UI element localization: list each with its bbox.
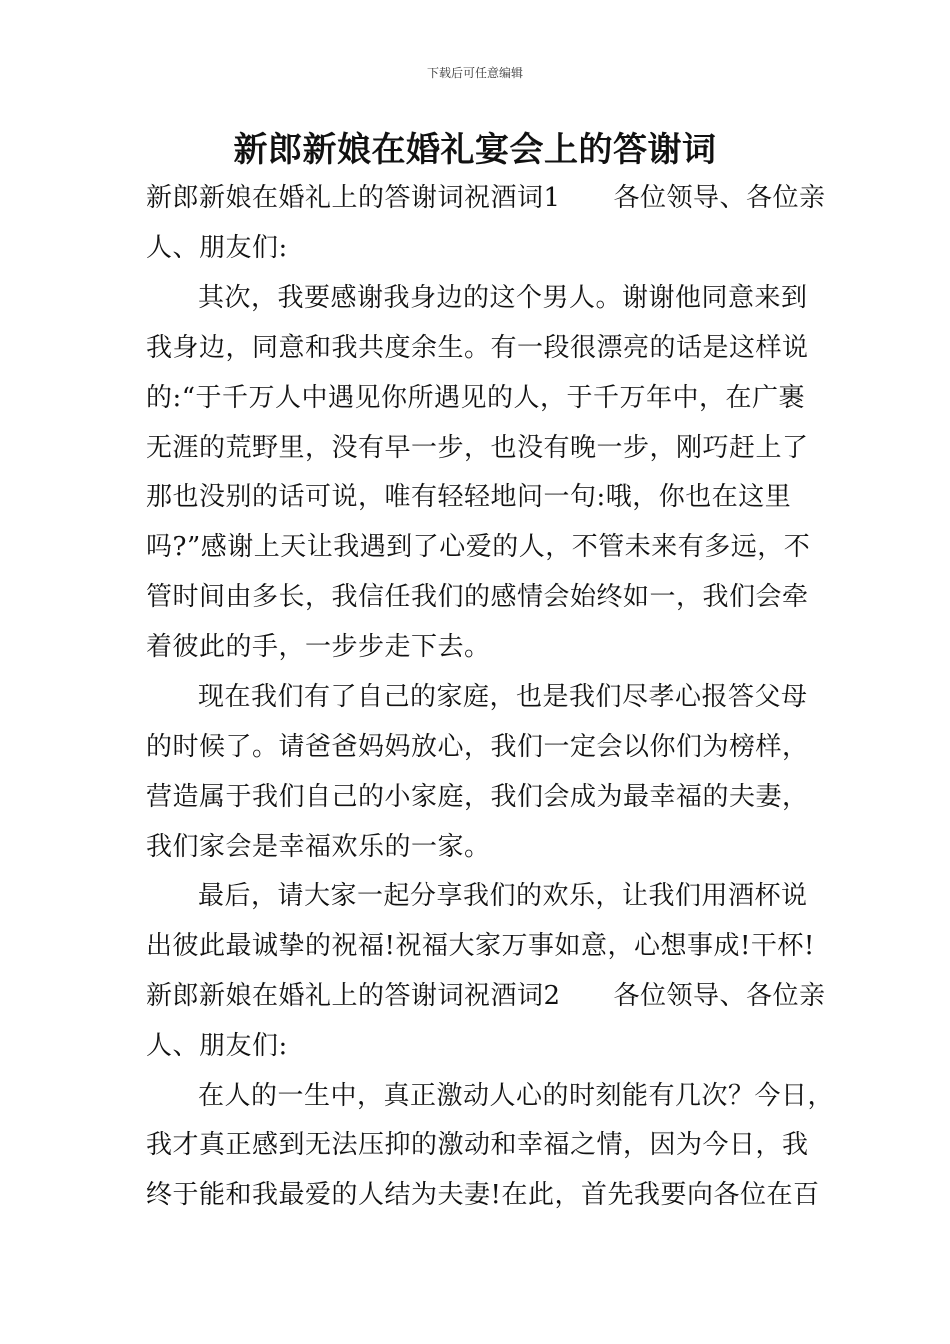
body-line: 其次，我要感谢我身边的这个男人。谢谢他同意来到 bbox=[198, 283, 808, 313]
body-line: 新郎新娘在婚礼上的答谢词祝酒词1 各位领导、各位亲 bbox=[146, 183, 826, 213]
body-line: 人、朋友们: bbox=[146, 1031, 288, 1061]
body-line: 出彼此最诚挚的祝福!祝福大家万事如意，心想事成!干杯! bbox=[146, 931, 815, 961]
body-line: 的时候了。请爸爸妈妈放心，我们一定会以你们为榜样， bbox=[146, 732, 809, 762]
body-line: 营造属于我们自己的小家庭，我们会成为最幸福的夫妻， bbox=[146, 782, 809, 812]
body-line: 人、朋友们: bbox=[146, 233, 288, 263]
page-header-note: 下载后可任意编辑 bbox=[426, 66, 523, 80]
body-line: 我身边，同意和我共度余生。有一段很漂亮的话是这样说 bbox=[146, 333, 809, 363]
body-line: 我才真正感到无法压抑的激动和幸福之情，因为今日，我 bbox=[146, 1130, 809, 1160]
body-line: 现在我们有了自己的家庭，也是我们尽孝心报答父母 bbox=[198, 682, 808, 712]
body-line: 吗?”感谢上天让我遇到了心爱的人，不管未来有多远，不 bbox=[146, 532, 811, 562]
body-line: 着彼此的手，一步步走下去。 bbox=[146, 632, 491, 662]
body-line: 终于能和我最爱的人结为夫妻!在此，首先我要向各位在百 bbox=[146, 1180, 820, 1210]
body-line: 新郎新娘在婚礼上的答谢词祝酒词2 各位领导、各位亲 bbox=[146, 981, 826, 1011]
body-line: 管时间由多长，我信任我们的感情会始终如一，我们会牵 bbox=[146, 582, 809, 612]
body-line: 无涯的荒野里，没有早一步，也没有晚一步，刚巧赶上了 bbox=[146, 433, 809, 463]
body-line: 我们家会是幸福欢乐的一家。 bbox=[146, 832, 491, 862]
body-line: 那也没别的话可说，唯有轻轻地问一句:哦，你也在这里 bbox=[146, 482, 792, 512]
body-line: 最后，请大家一起分享我们的欢乐，让我们用酒杯说 bbox=[198, 881, 808, 911]
document-title: 新郎新娘在婚礼宴会上的答谢词 bbox=[233, 130, 717, 170]
body-line: 的:“于千万人中遇见你所遇见的人，于千万年中，在广裹 bbox=[146, 383, 806, 413]
body-line: 在人的一生中，真正激动人心的时刻能有几次？今日， bbox=[198, 1081, 835, 1111]
